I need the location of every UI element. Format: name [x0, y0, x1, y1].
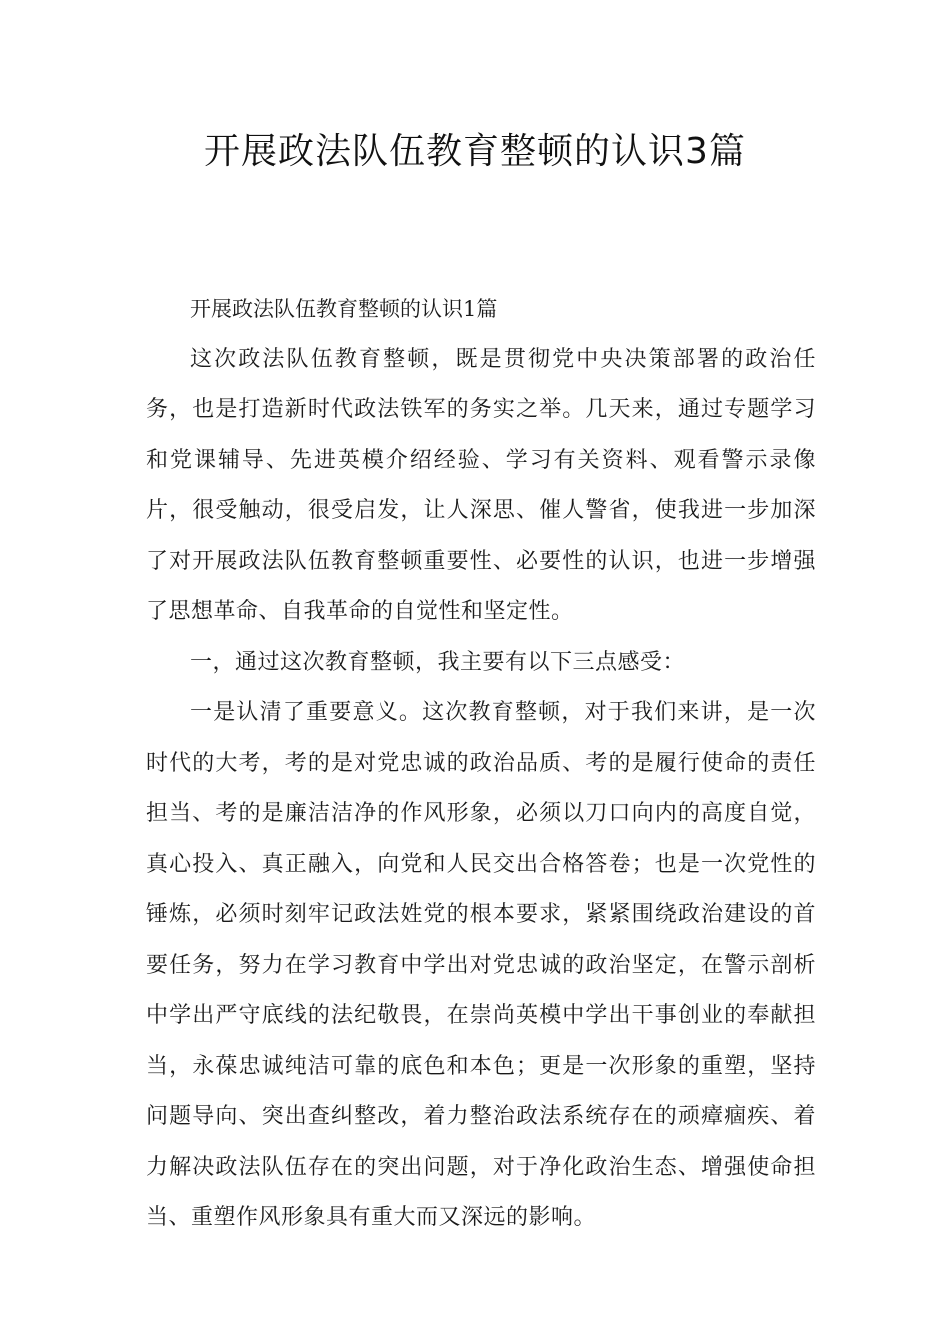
document-title: 开展政法队伍教育整顿的认识3篇: [204, 131, 746, 172]
paragraph-significance: 一是认清了重要意义。这次教育整顿，对于我们来讲，是一次时代的大考，考的是对党忠诚的政治品质、考的是履行使命的责任担当、考的是廉洁洁净的作风形象，必须以刀口向内的高度自觉，真心投入、真正融入，向党和人民交出合格答卷；也是一次党性的锤炼，必须时刻牢记政法姓党的根本要求，紧紧围绕政治建设的首要任务，努力在学习教育中学出对党忠诚的政治坚定，在警示剖析中学出严守底线的法纪敬畏，在崇尚英模中学出干事创业的奉献担当，永葆忠诚纯洁可靠的底色和本色；更是一次形象的重塑，坚持问题导向、突出查纠整改，着力整治政法系统存在的顽瘴痼疾、着力解决政法队伍存在的突出问题，对于净化政治生态、增强使命担当、重塑作风形象具有重大而又深远的影响。: [146, 700, 816, 1230]
section-heading: 开展政法队伍教育整顿的认识1篇: [190, 297, 498, 321]
document-body: [146, 284, 816, 1244]
paragraph-intro: 这次政法队伍教育整顿，既是贯彻党中央决策部署的政治任务，也是打造新时代政法铁军的务实之举。几天来，通过专题学习和党课辅导、先进英模介绍经验、学习有关资料、观看警示录像片，很受触动，很受启发，让人深思、催人警省，使我进一步加深了对开展政法队伍教育整顿重要性、必要性的认识，也进一步增强了思想革命、自我革命的自觉性和坚定性。: [146, 346, 816, 624]
paragraph-point-one: 一，通过这次教育整顿，我主要有以下三点感受：: [190, 649, 686, 675]
